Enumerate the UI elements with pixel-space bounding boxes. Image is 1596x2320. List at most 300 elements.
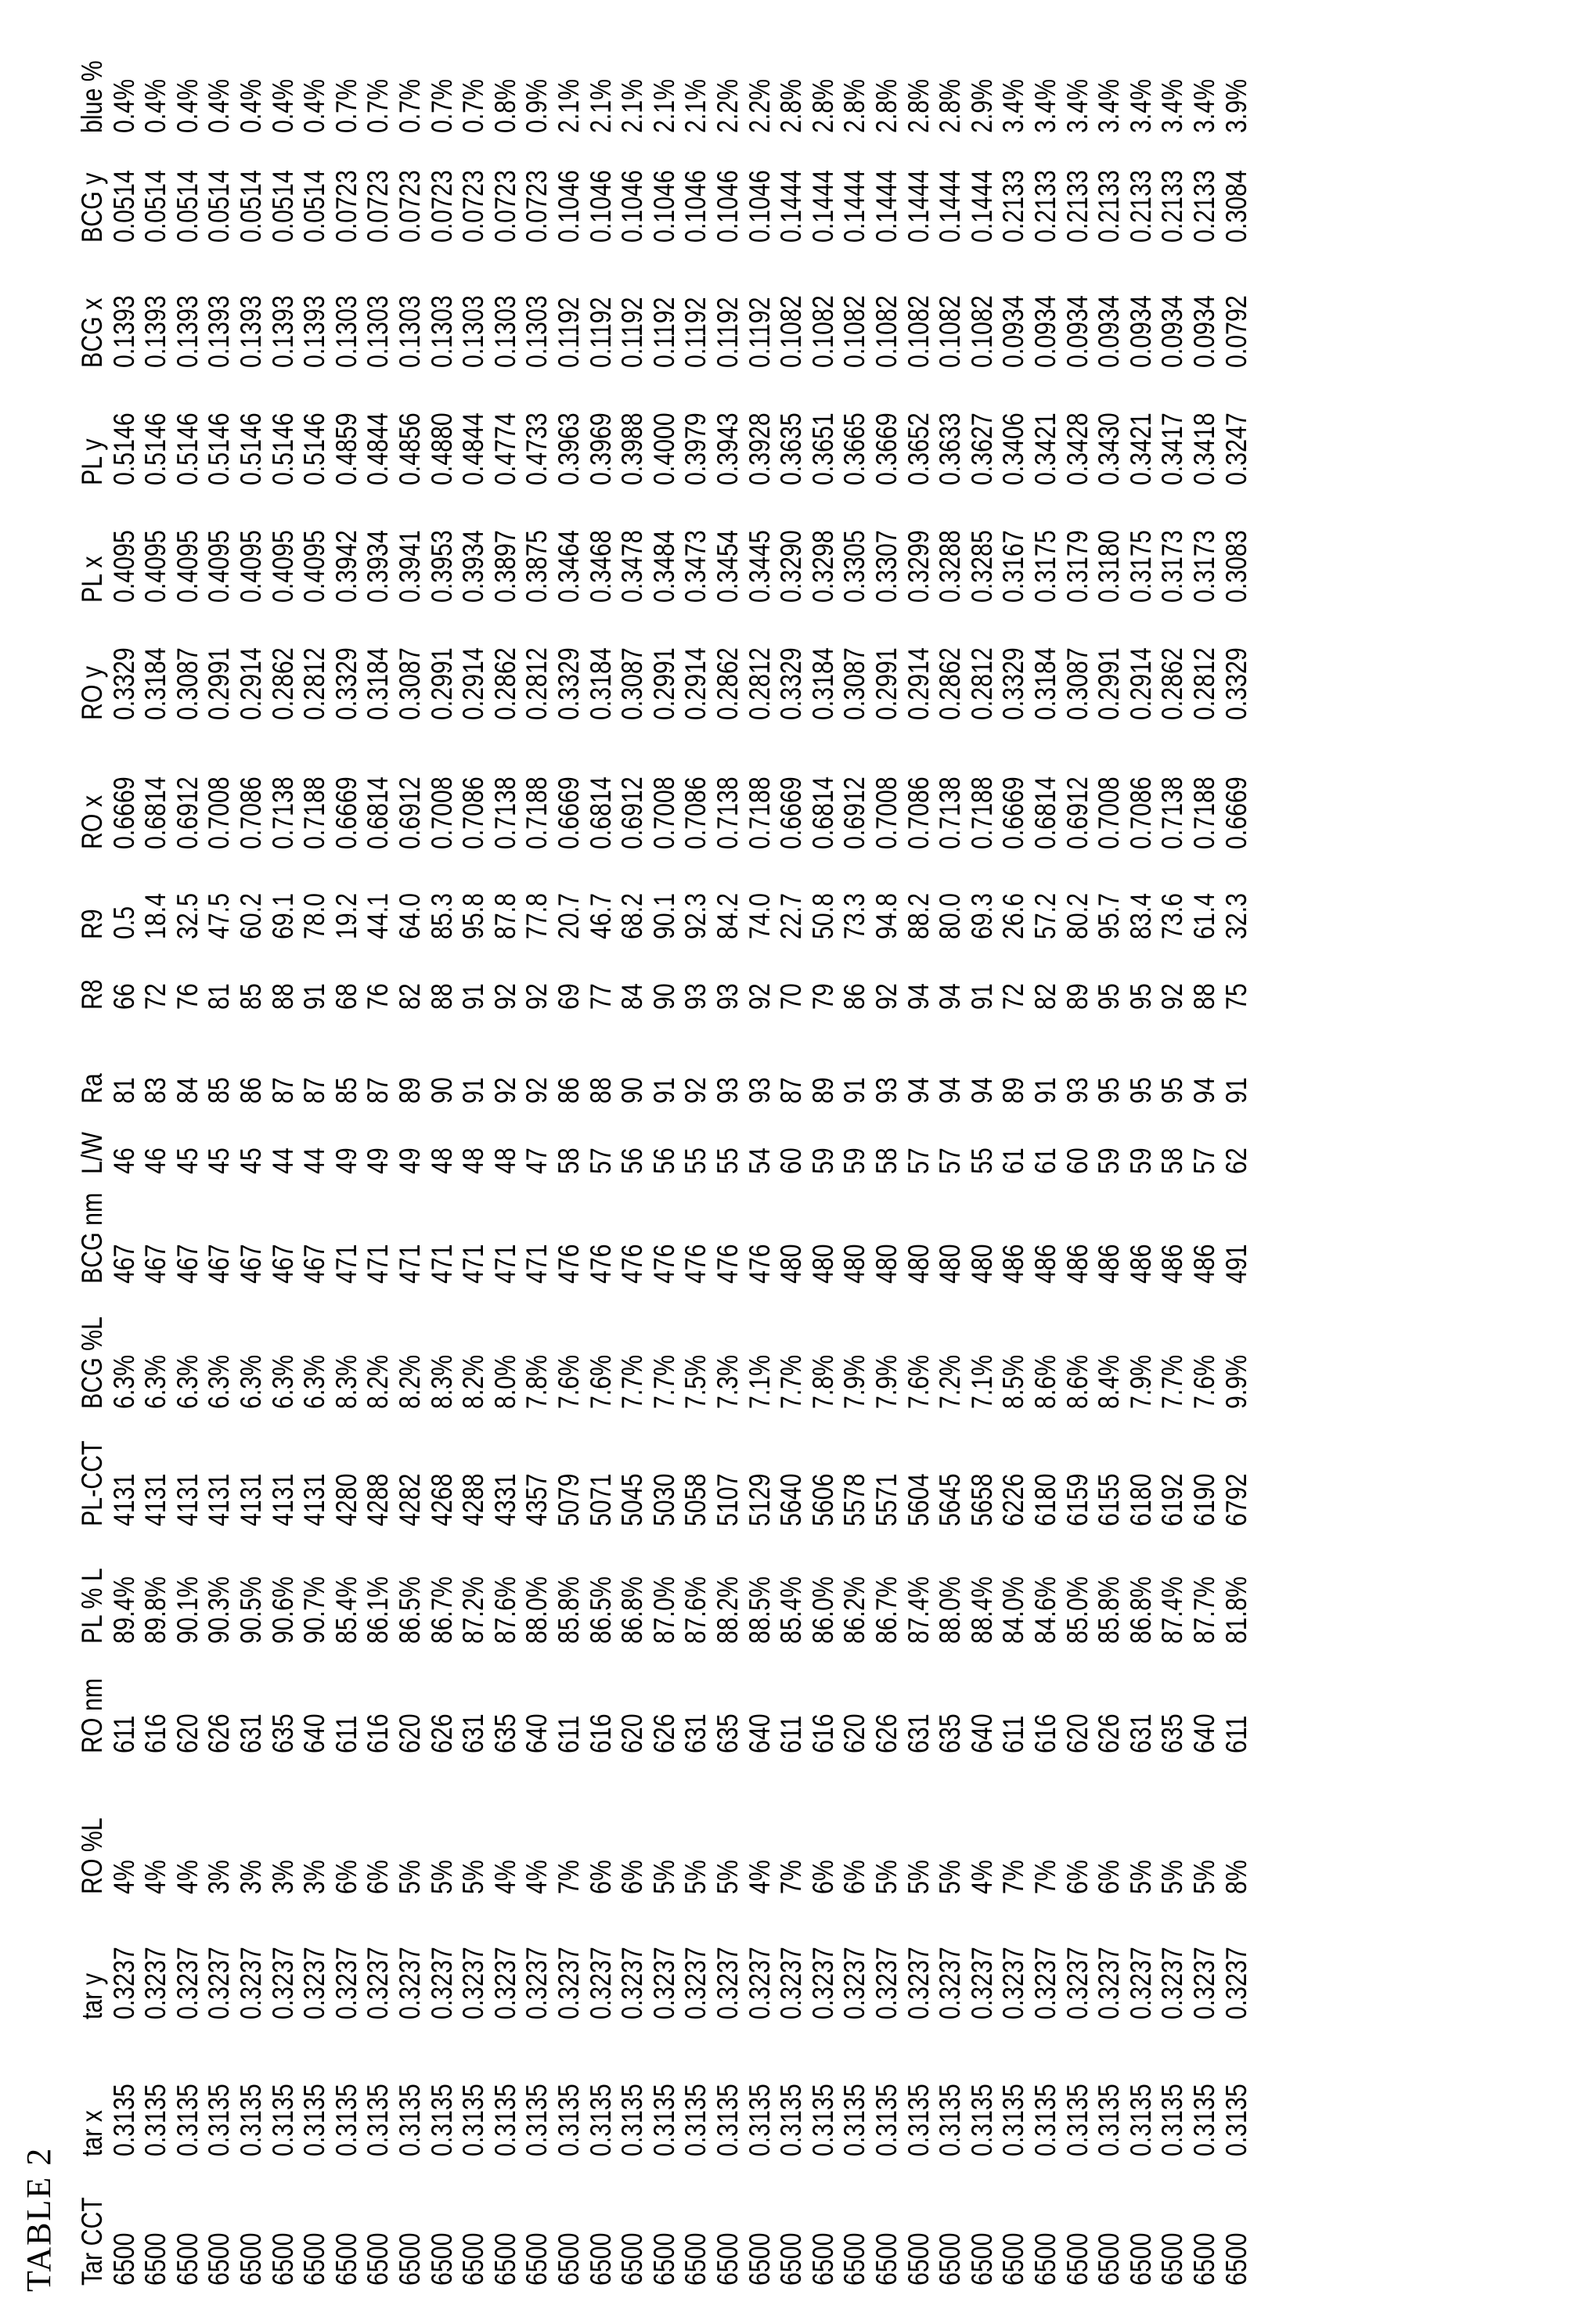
table-cell: 75	[1220, 983, 1252, 1010]
table-cell: 0.1303	[457, 295, 490, 369]
table-cell: 0.2812	[1188, 647, 1220, 721]
table-cell: 0.3083	[1220, 530, 1252, 603]
table-cell: 8.6%	[1061, 1354, 1093, 1410]
table-cell: 476	[679, 1244, 712, 1284]
table-cell: 50.8	[806, 892, 839, 940]
column-header: R9	[76, 909, 108, 940]
table-cell: 480	[902, 1244, 935, 1284]
table-cell: 3.4%	[1188, 78, 1220, 134]
table-cell: 88	[425, 983, 458, 1010]
table-cell: 0.1046	[743, 170, 776, 243]
table-cell: 55	[712, 1147, 744, 1175]
table-cell: 3.4%	[1156, 78, 1189, 134]
table-cell: 85.4%	[330, 1576, 362, 1645]
table-cell: 69	[553, 983, 585, 1010]
table-cell: 0.1303	[394, 295, 426, 369]
column-header: BCG nm	[76, 1192, 108, 1284]
column-header: RO y	[76, 665, 108, 721]
table-cell: 87	[266, 1077, 299, 1104]
table-cell: 0.1082	[870, 295, 902, 369]
table-cell: 87.0%	[647, 1576, 680, 1645]
table-row	[362, 78, 394, 2320]
table-cell: 90.1%	[171, 1576, 204, 1645]
table-row	[1029, 78, 1061, 2320]
table-cell: 6%	[362, 1860, 394, 1895]
table-cell: 0.3652	[902, 412, 935, 486]
table-cell: 0.1192	[553, 297, 585, 369]
column-header: tar x	[76, 2109, 108, 2157]
table-cell: 94	[1188, 1077, 1220, 1104]
column-header: PL-CCT	[76, 1440, 108, 1527]
table-cell: 0.3087	[616, 647, 649, 721]
table-cell: 88	[1188, 983, 1220, 1010]
table-cell: 4%	[171, 1860, 204, 1895]
table-cell: 471	[425, 1244, 458, 1284]
table-cell: 486	[1124, 1244, 1157, 1284]
table-cell: 6500	[425, 2232, 458, 2286]
table-cell: 6500	[1188, 2232, 1220, 2286]
table-cell: 86.2%	[838, 1576, 871, 1645]
table-cell: 0.0723	[425, 170, 458, 243]
table-cell: 58	[870, 1147, 902, 1175]
table-cell: 0.0514	[298, 170, 331, 243]
table-cell: 91	[965, 983, 998, 1010]
table-cell: 0.4%	[139, 78, 172, 134]
table-cell: 89	[394, 1077, 426, 1104]
table-header-row	[76, 60, 108, 2320]
table-cell: 93	[870, 1077, 902, 1104]
table-cell: 0.3135	[775, 2084, 808, 2157]
table-cell: 87.7%	[1188, 1576, 1220, 1645]
table-cell: 5658	[965, 1473, 998, 1527]
table-cell: 68.2	[616, 892, 649, 940]
table-cell: 6500	[1093, 2232, 1126, 2286]
table-cell: 616	[584, 1713, 617, 1754]
table-cell: 0.3237	[870, 1947, 902, 2020]
table-cell: 0.4%	[298, 78, 331, 134]
table-cell: 0.3237	[203, 1947, 236, 2020]
table-cell: 93	[743, 1077, 776, 1104]
table-cell: 91	[838, 1077, 871, 1104]
table-cell: 0.7138	[1156, 776, 1189, 850]
table-cell: 6.3%	[203, 1354, 236, 1410]
table-cell: 0.3237	[107, 1947, 140, 2020]
table-cell: 6500	[647, 2232, 680, 2286]
table-cell: 85.3	[425, 892, 458, 940]
table-cell: 0.3430	[1093, 412, 1126, 486]
table-cell: 76	[171, 983, 204, 1010]
table-cell: 3.9%	[1220, 78, 1252, 134]
table-cell: 87.6%	[488, 1576, 521, 1645]
column-header: BCG %L	[76, 1316, 108, 1410]
table-title: TABLE 2	[20, 2146, 58, 2292]
table-cell: 0.6669	[553, 776, 585, 850]
table-cell: 0.0723	[521, 170, 553, 243]
table-row	[806, 78, 839, 2320]
table-cell: 0.3135	[521, 2084, 553, 2157]
table-cell: 58	[1156, 1147, 1189, 1175]
table-cell: 7.6%	[902, 1354, 935, 1410]
table-cell: 0.0792	[1220, 295, 1252, 369]
table-cell: 6500	[553, 2232, 585, 2286]
table-cell: 6500	[1061, 2232, 1093, 2286]
table-cell: 0.1046	[679, 170, 712, 243]
table-cell: 0.1082	[806, 295, 839, 369]
table-cell: 78.0	[298, 892, 331, 940]
table-cell: 8.6%	[1029, 1354, 1061, 1410]
table-cell: 86	[553, 1077, 585, 1104]
table-cell: 5%	[425, 1860, 458, 1895]
table-cell: 0.3135	[838, 2084, 871, 2157]
table-cell: 0.3237	[902, 1947, 935, 2020]
table-cell: 22.7	[775, 892, 808, 940]
table-cell: 0.0934	[1156, 295, 1189, 369]
table-cell: 486	[1029, 1244, 1061, 1284]
table-cell: 91	[1220, 1077, 1252, 1104]
table-cell: 476	[584, 1244, 617, 1284]
table-cell: 0.3237	[488, 1947, 521, 2020]
table-cell: 0.3135	[330, 2084, 362, 2157]
table-cell: 2.8%	[838, 78, 871, 134]
table-cell: 611	[330, 1715, 362, 1754]
table-cell: 87	[775, 1077, 808, 1104]
table-cell: 0.6814	[806, 776, 839, 850]
table-cell: 5%	[1124, 1860, 1157, 1895]
table-cell: 4%	[107, 1860, 140, 1895]
table-cell: 81	[203, 983, 236, 1010]
table-cell: 90.7%	[298, 1576, 331, 1645]
table-cell: 0.4733	[521, 412, 553, 486]
table-cell: 26.6	[997, 892, 1030, 940]
table-cell: 0.7%	[425, 78, 458, 134]
table-cell: 2.1%	[647, 78, 680, 134]
table-cell: 467	[139, 1244, 172, 1284]
table-cell: 45	[235, 1147, 267, 1175]
table-cell: 6.3%	[107, 1354, 140, 1410]
table-cell: 0.2914	[235, 647, 267, 721]
table-cell: 0.3167	[997, 530, 1030, 603]
table-cell: 631	[1124, 1713, 1157, 1754]
table-cell: 87.4%	[902, 1576, 935, 1645]
table-cell: 93	[679, 983, 712, 1010]
table-cell: 8.0%	[488, 1354, 521, 1410]
table-cell: 0.4844	[457, 412, 490, 486]
table-cell: 59	[1093, 1147, 1126, 1175]
table-cell: 6500	[362, 2232, 394, 2286]
table-cell: 6180	[1029, 1473, 1061, 1527]
table-cell: 86.7%	[425, 1576, 458, 1645]
table-cell: 4131	[107, 1473, 140, 1527]
table-cell: 476	[553, 1244, 585, 1284]
table-cell: 6%	[330, 1860, 362, 1895]
table-cell: 0.1046	[553, 170, 585, 243]
column-header: tar y	[76, 1972, 108, 2020]
table-cell: 0.7%	[457, 78, 490, 134]
table-cell: 95	[1156, 1077, 1189, 1104]
table-row	[934, 78, 967, 2320]
table-cell: 0.3184	[362, 647, 394, 721]
table-cell: 66	[107, 983, 140, 1010]
table-cell: 0.0514	[266, 170, 299, 243]
table-cell: 0.3969	[584, 412, 617, 486]
table-cell: 0.2133	[1093, 170, 1126, 243]
table-cell: 91	[457, 1077, 490, 1104]
table-row	[521, 78, 553, 2320]
table-cell: 0.3421	[1029, 412, 1061, 486]
table-cell: 0.5146	[266, 412, 299, 486]
table-cell: 93	[1061, 1077, 1093, 1104]
table-cell: 0.7008	[425, 776, 458, 850]
table-cell: 89	[997, 1077, 1030, 1104]
table-cell: 0.3329	[330, 647, 362, 721]
table-cell: 0.2991	[1093, 647, 1126, 721]
table-cell: 86.1%	[362, 1576, 394, 1645]
table-row	[488, 78, 521, 2320]
table-cell: 49	[394, 1147, 426, 1175]
table-cell: 5%	[934, 1860, 967, 1895]
table-row	[997, 78, 1030, 2320]
table-cell: 94	[934, 1077, 967, 1104]
table-cell: 0.3135	[934, 2084, 967, 2157]
table-cell: 6180	[1124, 1473, 1157, 1527]
table-cell: 8.2%	[362, 1354, 394, 1410]
table-cell: 0.0934	[1124, 295, 1157, 369]
table-cell: 0.1393	[107, 295, 140, 369]
table-cell: 0.0723	[330, 170, 362, 243]
column-header: PL y	[76, 438, 108, 486]
table-cell: 0.3953	[425, 530, 458, 603]
table-cell: 0.7188	[1188, 776, 1220, 850]
table-cell: 0.3237	[775, 1947, 808, 2020]
table-cell: 5129	[743, 1473, 776, 1527]
table-cell: 486	[1156, 1244, 1189, 1284]
table-cell: 0.3418	[1188, 412, 1220, 486]
table-cell: 0.2991	[647, 647, 680, 721]
table-cell: 0.3237	[806, 1947, 839, 2020]
table-cell: 0.7008	[1093, 776, 1126, 850]
table-cell: 0.3237	[1093, 1947, 1126, 2020]
table-cell: 0.3135	[743, 2084, 776, 2157]
table-cell: 0.3943	[712, 412, 744, 486]
table-cell: 49	[330, 1147, 362, 1175]
table-cell: 467	[298, 1244, 331, 1284]
table-cell: 3%	[298, 1860, 331, 1895]
table-cell: 0.3175	[1124, 530, 1157, 603]
table-cell: 3%	[235, 1860, 267, 1895]
table-row	[775, 78, 808, 2320]
table-row	[394, 78, 426, 2320]
table-cell: 0.1303	[362, 295, 394, 369]
table-cell: 0.3135	[1093, 2084, 1126, 2157]
table-cell: 4280	[330, 1473, 362, 1527]
table-cell: 0.3307	[870, 530, 902, 603]
table-cell: 0.7138	[266, 776, 299, 850]
table-cell: 6500	[712, 2232, 744, 2286]
table-cell: 467	[203, 1244, 236, 1284]
table-cell: 88.4%	[965, 1576, 998, 1645]
table-cell: 0.0514	[235, 170, 267, 243]
table-cell: 0.0934	[1029, 295, 1061, 369]
table-cell: 0.1444	[775, 170, 808, 243]
table-cell: 57	[1188, 1147, 1220, 1175]
table-cell: 87.6%	[679, 1576, 712, 1645]
table-cell: 476	[616, 1244, 649, 1284]
table-cell: 72	[139, 983, 172, 1010]
table-cell: 0.3298	[806, 530, 839, 603]
table-cell: 93	[712, 983, 744, 1010]
table-cell: 6500	[457, 2232, 490, 2286]
table-cell: 480	[806, 1244, 839, 1284]
table-cell: 73.6	[1156, 892, 1189, 940]
table-cell: 58	[553, 1147, 585, 1175]
table-cell: 620	[1061, 1713, 1093, 1754]
table-cell: 5604	[902, 1473, 935, 1527]
table-cell: 0.3445	[743, 530, 776, 603]
table-cell: 6%	[616, 1860, 649, 1895]
table-cell: 0.7188	[521, 776, 553, 850]
table-cell: 6190	[1188, 1473, 1220, 1527]
table-cell: 0.3237	[235, 1947, 267, 2020]
table-cell: 47	[521, 1147, 553, 1175]
table-cell: 2.1%	[679, 78, 712, 134]
table-cell: 0.0723	[394, 170, 426, 243]
table-cell: 2.8%	[806, 78, 839, 134]
table-cell: 88.2	[902, 892, 935, 940]
table-cell: 616	[806, 1713, 839, 1754]
table-cell: 48	[425, 1147, 458, 1175]
table-cell: 0.7086	[902, 776, 935, 850]
table-cell: 57	[934, 1147, 967, 1175]
table-cell: 0.2991	[425, 647, 458, 721]
table-cell: 3.4%	[1124, 78, 1157, 134]
table-cell: 0.7008	[870, 776, 902, 850]
table-cell: 0.3329	[1220, 647, 1252, 721]
table-cell: 0.3934	[362, 530, 394, 603]
table-cell: 0.2133	[997, 170, 1030, 243]
table-cell: 7.1%	[743, 1354, 776, 1410]
table-cell: 640	[521, 1713, 553, 1754]
table-cell: 0.3135	[425, 2084, 458, 2157]
table-row	[107, 78, 140, 2320]
table-cell: 92.3	[679, 892, 712, 940]
table-cell: 3.4%	[997, 78, 1030, 134]
table-cell: 0.3635	[775, 412, 808, 486]
table-cell: 6500	[1156, 2232, 1189, 2286]
table-cell: 4%	[488, 1860, 521, 1895]
table-cell: 5606	[806, 1473, 839, 1527]
table-cell: 0.3247	[1220, 412, 1252, 486]
table-cell: 44	[266, 1147, 299, 1175]
table-cell: 0.2914	[902, 647, 935, 721]
table-cell: 0.3237	[838, 1947, 871, 2020]
table-cell: 61.4	[1188, 892, 1220, 940]
table-cell: 0.3237	[171, 1947, 204, 2020]
table-cell: 0.3237	[425, 1947, 458, 2020]
table-cell: 0.3669	[870, 412, 902, 486]
table-cell: 7.8%	[521, 1354, 553, 1410]
table-cell: 0.7%	[362, 78, 394, 134]
table-cell: 0.2862	[934, 647, 967, 721]
table-cell: 631	[902, 1713, 935, 1754]
table-row	[1188, 78, 1220, 2320]
table-cell: 6500	[902, 2232, 935, 2286]
table-cell: 94	[902, 983, 935, 1010]
table-cell: 46	[107, 1147, 140, 1175]
table-cell: 0.3237	[743, 1947, 776, 2020]
table-cell: 0.0934	[1188, 295, 1220, 369]
table-cell: 0.6912	[616, 776, 649, 850]
table-cell: 0.3237	[1061, 1947, 1093, 2020]
table-cell: 88.0%	[934, 1576, 967, 1645]
table-cell: 2.8%	[902, 78, 935, 134]
table-cell: 6%	[838, 1860, 871, 1895]
table-cell: 0.3135	[171, 2084, 204, 2157]
table-cell: 0.3928	[743, 412, 776, 486]
table-cell: 611	[107, 1715, 140, 1754]
table-cell: 5%	[1188, 1860, 1220, 1895]
table-cell: 0.3135	[235, 2084, 267, 2157]
table-cell: 631	[457, 1713, 490, 1754]
table-cell: 8.3%	[425, 1354, 458, 1410]
table-cell: 0.3478	[616, 530, 649, 603]
table-cell: 611	[997, 1715, 1030, 1754]
table-cell: 480	[870, 1244, 902, 1284]
table-cell: 635	[1156, 1713, 1189, 1754]
table-cell: 0.3897	[488, 530, 521, 603]
table-cell: 2.9%	[965, 78, 998, 134]
table-cell: 4131	[298, 1473, 331, 1527]
column-header: L/W	[76, 1132, 108, 1175]
table-cell: 0.1082	[934, 295, 967, 369]
table-cell: 0.3329	[775, 647, 808, 721]
table-cell: 7.9%	[1124, 1354, 1157, 1410]
table-row	[1220, 78, 1252, 2320]
table-cell: 0.4%	[235, 78, 267, 134]
table-cell: 0.4%	[266, 78, 299, 134]
table-cell: 635	[712, 1713, 744, 1754]
table-cell: 0.6669	[997, 776, 1030, 850]
table-cell: 6500	[330, 2232, 362, 2286]
table-cell: 86.5%	[584, 1576, 617, 1645]
table-cell: 4357	[521, 1473, 553, 1527]
table-cell: 91	[298, 983, 331, 1010]
table-cell: 89	[806, 1077, 839, 1104]
column-header: RO %L	[76, 1817, 108, 1895]
table-cell: 5%	[647, 1860, 680, 1895]
table-cell: 79	[806, 983, 839, 1010]
column-header: R8	[76, 979, 108, 1010]
table-cell: 6500	[806, 2232, 839, 2286]
table-cell: 0.0514	[171, 170, 204, 243]
table-cell: 0.2862	[266, 647, 299, 721]
table-cell: 0.1082	[838, 295, 871, 369]
table-cell: 5%	[457, 1860, 490, 1895]
table-cell: 0.3135	[806, 2084, 839, 2157]
table-cell: 6500	[965, 2232, 998, 2286]
table-cell: 2.8%	[775, 78, 808, 134]
table-cell: 0.1393	[235, 295, 267, 369]
table-cell: 62	[1220, 1147, 1252, 1175]
column-header: blue %	[76, 60, 108, 134]
table-cell: 94	[902, 1077, 935, 1104]
table-cell: 0.7%	[330, 78, 362, 134]
table-cell: 0.3237	[679, 1947, 712, 2020]
table-cell: 0.3406	[997, 412, 1030, 486]
table-row	[870, 78, 902, 2320]
table-cell: 0.7138	[488, 776, 521, 850]
table-cell: 5578	[838, 1473, 871, 1527]
table-cell: 0.3135	[1220, 2084, 1252, 2157]
